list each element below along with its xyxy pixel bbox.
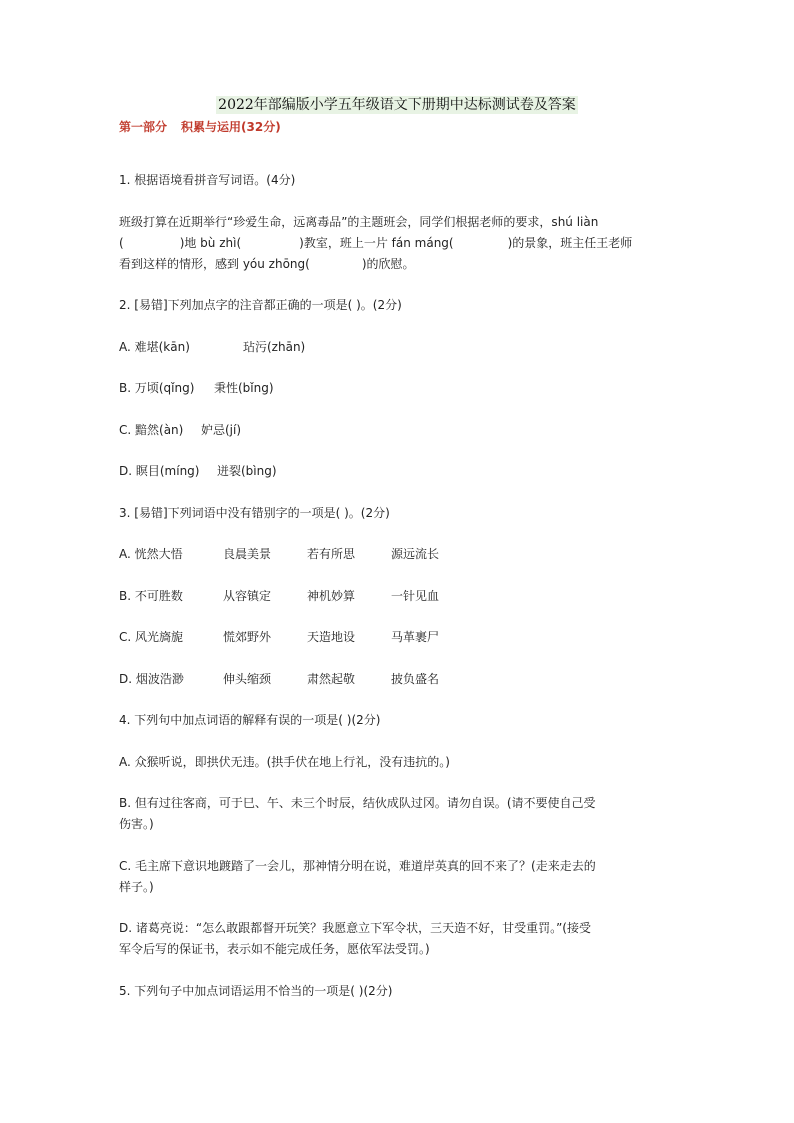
q2-c-item2: 妒忌(jí) (201, 423, 242, 437)
q2-b-item2: 秉性(bǐng) (214, 381, 274, 395)
section-label: 第一部分 (119, 120, 168, 134)
q1-text-seg3: )的景象，班主任王老师 (507, 236, 633, 250)
q3-c-item1: C. 风光旖旎 (119, 630, 184, 644)
q4-option-c-line1: C. 毛主席下意识地踱踏了一会儿，那神情分明在说，难道岸英真的回不来了？(走来走去的 (119, 859, 596, 873)
q2-d-item1: D. 瞑目(míng) (119, 464, 200, 478)
q1-text-seg5: )的欣慰。 (361, 257, 415, 271)
q3-option-a (119, 544, 679, 564)
q3-c-item3: 天造地设 (307, 630, 356, 644)
q3-d-item4: 披负盛名 (391, 672, 440, 686)
q1-text-line3 (119, 254, 679, 274)
document-title: 2022年部编版小学五年级语文下册期中达标测试卷及答案 (218, 97, 576, 113)
q3-b-item1: B. 不可胜数 (119, 589, 183, 603)
q3-a-item2: 良晨美景 (223, 547, 272, 561)
q3-a-item4: 源远流长 (391, 547, 440, 561)
q5-stem: 5. 下列句子中加点词语运用不恰当的一项是( )(2分) (119, 984, 393, 998)
q2-option-d (119, 461, 679, 481)
q2-a-item1: A. 难堪(kān) (119, 340, 190, 354)
q2-option-c (119, 420, 679, 440)
q3-d-item1: D. 烟波浩渺 (119, 672, 184, 686)
q2-d-item2: 迸裂(bìng) (217, 464, 277, 478)
q3-b-item2: 从容镇定 (223, 589, 272, 603)
q1-text-line2 (119, 233, 679, 253)
q3-d-item3: 肃然起敬 (307, 672, 356, 686)
q4-option-d-line1: D. 诸葛亮说：“怎么敢跟都督开玩笑？我愿意立下军令状，三天造不好，甘受重罚。”(接受 (119, 921, 591, 935)
q3-b-item4: 一针见血 (391, 589, 440, 603)
section-heading (119, 118, 281, 135)
q3-a-item3: 若有所思 (307, 547, 356, 561)
q3-c-item2: 慌郊野外 (223, 630, 272, 644)
q1-stem: 1. 根据语境看拼音写词语。(4分) (119, 173, 296, 187)
q1-text-line1: 班级打算在近期举行“珍爱生命，远离毒品”的主题班会，同学们根据老师的要求，shú liàn (119, 215, 599, 229)
q4-stem: 4. 下列句中加点词语的解释有误的一项是( )(2分) (119, 713, 381, 727)
q4-option-d-line2: 军令后写的保证书，表示如不能完成任务，愿依军法受罚。) (119, 942, 430, 956)
q4-option-b-line1: B. 但有过往客商，可于巳、午、未三个时辰，结伙成队过冈。请勿自误。(请不要使自己受 (119, 796, 596, 810)
q2-b-item1: B. 万顷(qǐng) (119, 381, 195, 395)
section-name: 积累与运用(32分) (181, 120, 281, 134)
q1-text-seg4: 看到这样的情形，感到 yóu zhōng( (119, 257, 310, 271)
q1-blank1-open: ( (119, 236, 124, 250)
q3-a-item1: A. 恍然大悟 (119, 547, 183, 561)
q3-option-b (119, 586, 679, 606)
q2-option-b (119, 378, 679, 398)
q1-text-seg1: )地 bù zhì( (179, 236, 242, 250)
q3-option-d (119, 669, 679, 689)
q3-d-item2: 伸头缩颈 (223, 672, 272, 686)
q2-c-item1: C. 黯然(àn) (119, 423, 184, 437)
q3-b-item3: 神机妙算 (307, 589, 356, 603)
q3-c-item4: 马革裹尸 (391, 630, 440, 644)
q3-stem: 3. [易错]下列词语中没有错别字的一项是( )。(2分) (119, 506, 390, 520)
q4-option-b-line2: 伤害。) (119, 817, 154, 831)
q4-option-c-line2: 样子。) (119, 880, 154, 894)
q2-a-item2: 玷污(zhān) (243, 340, 306, 354)
q1-text-seg2: )教室，班上一片 fán máng( (299, 236, 454, 250)
q3-option-c (119, 627, 679, 647)
q2-stem: 2. [易错]下列加点字的注音都正确的一项是( )。(2分) (119, 298, 402, 312)
q4-option-a: A. 众猴听说，即拱伏无违。(拱手伏在地上行礼，没有违抗的。) (119, 755, 450, 769)
q2-option-a (119, 337, 679, 357)
